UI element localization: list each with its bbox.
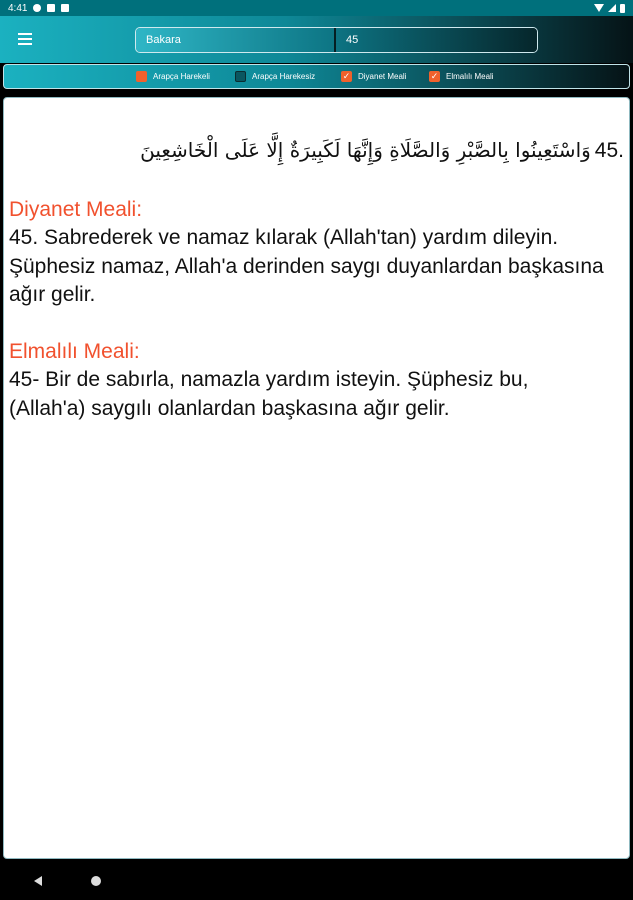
arabic-verse-number: 45. [594, 139, 624, 162]
option-elmalili-meali[interactable] [429, 71, 494, 82]
diyanet-section [9, 196, 609, 310]
hamburger-menu-icon[interactable] [18, 33, 32, 45]
status-time: 4:41 [8, 2, 28, 14]
option-arapca-harekesiz[interactable] [235, 71, 315, 82]
signal-icon [608, 4, 616, 12]
options-bar [3, 64, 630, 89]
arapca-harekesiz-checkbox[interactable] [235, 71, 246, 82]
sura-dropdown[interactable]: Bakara [136, 28, 336, 52]
elmalili-title: Elmalılı Meali: [9, 340, 140, 363]
status-bar [0, 0, 633, 16]
back-icon[interactable] [34, 876, 42, 886]
toolbar [0, 16, 633, 63]
option-label: Elmalılı Meali [446, 72, 494, 81]
wifi-icon [594, 4, 604, 12]
elmalili-text: 45- Bir de sabırla, namazla yardım isteyin. Şüphesiz bu, (Allah'a) saygılı olanlardan başkasına ağır gelir. [9, 368, 529, 420]
option-label: Diyanet Meali [358, 72, 407, 81]
diyanet-meali-checkbox[interactable]: ✓ [342, 71, 351, 81]
notification-icon [47, 4, 55, 12]
home-icon[interactable] [91, 876, 101, 886]
option-label: Arapça Harekeli [153, 72, 210, 81]
option-arapca-harekeli[interactable] [136, 71, 210, 82]
option-diyanet-meali[interactable] [341, 71, 406, 82]
navigation-bar [0, 862, 633, 900]
verse-content [3, 97, 630, 859]
elmalili-section [9, 338, 609, 423]
diyanet-text: 45. Sabrederek ve namaz kılarak (Allah'tan) yardım dileyin. Şüphesiz namaz, Allah'a derinden saygı duyanlardan başkasına ağır gelir. [9, 226, 604, 306]
option-label: Arapça Harekesiz [252, 72, 316, 81]
sim-icon [61, 4, 69, 12]
verse-selector [135, 27, 538, 53]
arabic-text: وَاسْتَعِينُوا بِالصَّبْرِ وَالصَّلَاةِ وَإِنَّهَا لَكَبِيرَةٌ إِلَّا عَلَى الْخَاشِعِينَ [140, 138, 591, 162]
ayet-dropdown[interactable]: 45 [336, 28, 537, 52]
arapca-harekeli-checkbox[interactable] [136, 71, 147, 82]
elmalili-meali-checkbox[interactable]: ✓ [430, 71, 439, 81]
diyanet-title: Diyanet Meali: [9, 198, 143, 221]
gear-icon [33, 4, 41, 12]
arabic-verse [140, 138, 624, 163]
battery-icon [620, 4, 625, 13]
